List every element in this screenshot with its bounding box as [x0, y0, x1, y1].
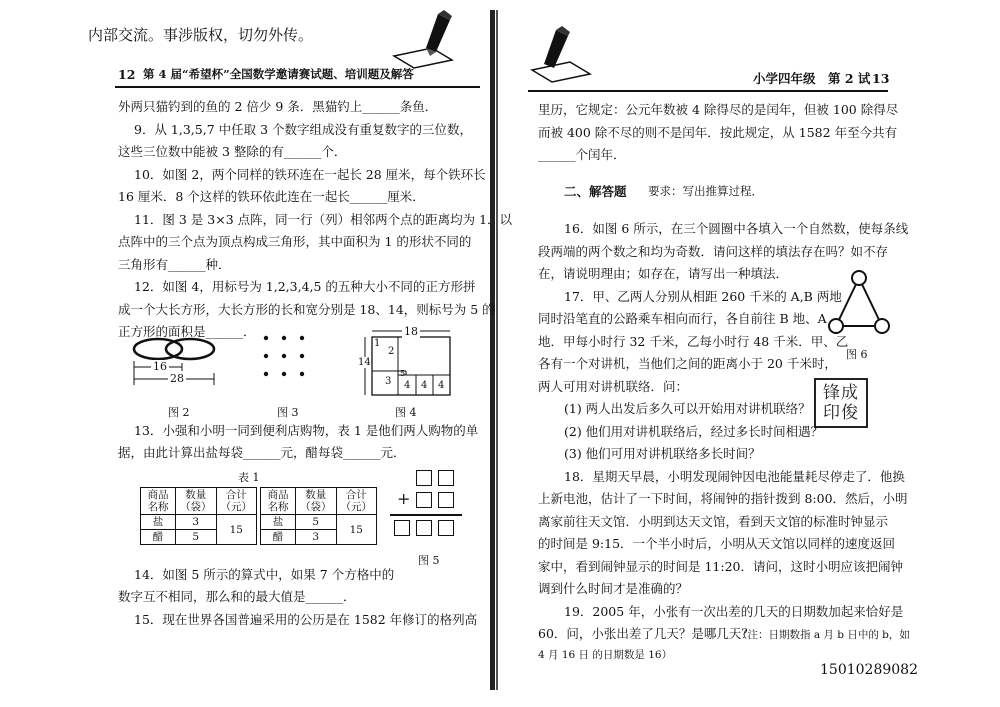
fig5-box — [438, 520, 454, 536]
table-cell: 3 — [176, 515, 217, 530]
table-cell: 盐 — [141, 515, 176, 530]
left-line: 点阵中的三个点为顶点构成三角形，其中面积为 1 的形状不同的 — [118, 234, 472, 249]
table-1-right — [260, 487, 377, 545]
left-line: 外两只猫钓到的鱼的 2 倍少 9 条．黑猫钓上______条鱼． — [118, 99, 438, 114]
q17-line: 各有一个对讲机，当他们之间的距离小于 20 千米时， — [538, 356, 837, 371]
fig4-square-4a: 4 — [404, 380, 411, 391]
q16-line: 段两端的两个数之和均为奇数．请问这样的填法存在吗？如不存 — [538, 244, 889, 259]
left-line: 9．从 1,3,5,7 中任取 3 个数字组成没有重复数字的三位数， — [134, 122, 473, 137]
pen-icon-left — [392, 8, 462, 70]
fig2-label-16: 16 — [153, 360, 167, 373]
fig5-box — [438, 470, 454, 486]
fig5-box — [394, 520, 410, 536]
left-line: 三角形有______种． — [118, 257, 231, 272]
q17-line: 17．甲、乙两人分别从相距 260 千米的 A,B 两地 — [564, 289, 842, 304]
table-1-left — [140, 487, 257, 545]
right-line: 而被 400 除不尽的则不是闰年．按此规定，从 1582 年至今共有 — [538, 125, 898, 140]
left-line: 12．如图 4，用标号为 1,2,3,4,5 的五种大小不同的正方形拼 — [134, 279, 476, 294]
watermark-top: 内部交流。事涉版权，切勿外传。 — [88, 26, 314, 44]
q14-line: 数字互不相同，那么和的最大值是______． — [118, 589, 356, 604]
table-cell: 15 — [336, 515, 377, 545]
q17-line: 地．甲每小时行 32 千米，乙每小时行 48 千米．甲、乙 — [538, 334, 849, 349]
fig4-square-4c: 4 — [438, 380, 445, 391]
q18-line: 上新电池，估计了一下时间，将闹钟的指针拨到 8:00．然后，小明 — [538, 491, 908, 506]
q18-line: 调到什么时间才是准确的？ — [538, 581, 689, 596]
figure-3-dot-grid — [258, 332, 308, 382]
right-line: 里历，它规定：公元年数被 4 除得尽的是闰年，但被 100 除得尽 — [538, 102, 899, 117]
fig4-top-label: 18 — [404, 325, 418, 338]
figure-6-triangle — [826, 268, 892, 340]
table-cell: 3 — [296, 530, 337, 545]
table-header: 商品名称 — [261, 488, 296, 515]
fig2-caption: 图 2 — [168, 406, 190, 419]
left-line: 10．如图 2，两个同样的铁环连在一起长 28 厘米，每个铁环长 — [134, 167, 486, 182]
fig5-plus-sign: + — [397, 489, 411, 508]
q15-line: 15．现在世界各国普遍采用的公历是在 1582 年修订的格列高 — [134, 612, 478, 627]
q16-line: 16．如图 6 所示，在三个圆圈中各填入一个自然数，使每条线 — [564, 221, 909, 236]
fig4-square-4b: 4 — [421, 380, 428, 391]
right-header-round: 第 2 试 — [828, 71, 871, 86]
seal-stamp: 锋成印俊 — [814, 378, 868, 428]
fig4-caption: 图 4 — [395, 406, 417, 419]
fig5-box — [438, 492, 454, 508]
fig4-square-5: 5 — [400, 369, 406, 378]
section-note: 要求：写出推算过程． — [648, 184, 763, 198]
fig5-sum-rule — [390, 514, 462, 516]
q17-sub-item: (1) 两人出发后多久可以开始用对讲机联络？ — [564, 401, 811, 416]
fig4-square-3: 3 — [385, 376, 392, 387]
fig4-square-2: 2 — [388, 346, 395, 357]
left-line: 成一个大长方形，大长方形的长和宽分别是 18、14，则标号为 5 的 — [118, 302, 495, 317]
table-cell: 5 — [296, 515, 337, 530]
q18-line: 18．星期天早晨，小明发现闹钟因电池能量耗尽停走了．他换 — [564, 469, 905, 484]
section-title: 二、解答题 — [564, 184, 627, 199]
q13-line: 据，由此计算出盐每袋______元，醋每袋______元． — [118, 445, 406, 460]
left-line: 这些三位数中能被 3 整除的有______个． — [118, 144, 347, 159]
left-header-rule — [115, 86, 480, 88]
watermark-bottom: 15010289082 — [820, 662, 918, 678]
q13-line: 13．小强和小明一同到便利店购物，表 1 是他们两人购物的单 — [134, 423, 479, 438]
pen-icon-right — [530, 22, 600, 84]
right-header-rule — [528, 90, 888, 92]
table-cell: 盐 — [261, 515, 296, 530]
q17-line: 两人可用对讲机联络．问： — [538, 379, 689, 394]
q18-line: 的时间是 9:15．一个半小时后，小明从天文馆以同样的速度返回 — [538, 536, 896, 551]
table-header: 商品名称 — [141, 488, 176, 515]
table-1-caption: 表 1 — [238, 471, 260, 484]
left-header-title: 第 4 届“希望杯”全国数学邀请赛试题、培训题及解答 — [143, 67, 414, 81]
table-cell: 醋 — [141, 530, 176, 545]
fig5-box — [416, 470, 432, 486]
table-header: 合计（元） — [336, 488, 377, 515]
right-header-grade: 小学四年级 — [753, 71, 816, 86]
table-header: 数量（袋） — [176, 488, 217, 515]
q16-line: 在，请说明理由；如存在，请写出一种填法． — [538, 266, 789, 281]
fig5-box — [416, 520, 432, 536]
fig4-side-label: 14 — [358, 357, 371, 368]
right-line: ______个闰年． — [538, 147, 626, 162]
page-gutter — [490, 10, 495, 690]
q19-note: 4 月 16 日 的日期数是 16） — [538, 649, 673, 661]
q18-line: 家中，看到闹钟显示的时间是 11:20．请问，这时小明应该把闹钟 — [538, 559, 903, 574]
fig4-square-1: 1 — [374, 338, 381, 349]
q18-line: 离家前往天文馆．小明到达天文馆，看到天文馆的标准时钟显示 — [538, 514, 889, 529]
fig6-caption: 图 6 — [846, 348, 868, 361]
page-gutter-shadow — [496, 10, 498, 690]
fig3-caption: 图 3 — [277, 406, 299, 419]
q19-line: 19．2005 年，小张有一次出差的几天的日期数加起来恰好是 — [564, 604, 904, 619]
q19-line: 60．问，小张出差了几天？是哪几天？ — [538, 626, 754, 641]
left-line: 16 厘米．8 个这样的铁环依此连在一起长______厘米． — [118, 189, 425, 204]
fig2-label-28: 28 — [170, 372, 184, 385]
q17-sub-item: (3) 他们可用对讲机联络多长时间？ — [564, 446, 761, 461]
left-page-number: 12 — [118, 67, 136, 82]
fig5-box — [416, 492, 432, 508]
table-header: 数量（袋） — [296, 488, 337, 515]
table-cell: 醋 — [261, 530, 296, 545]
table-cell: 15 — [216, 515, 257, 545]
fig5-caption: 图 5 — [418, 554, 440, 567]
q14-line: 14．如图 5 所示的算式中，如果 7 个方格中的 — [134, 567, 395, 582]
q17-line: 同时沿笔直的公路乘车相向而行，各自前往 B 地、A — [538, 311, 827, 326]
left-line: 正方形的面积是______． — [118, 324, 256, 339]
left-line: 11．图 3 是 3×3 点阵，同一行（列）相邻两个点的距离均为 1．以 — [134, 212, 513, 227]
q17-sub-item: (2) 他们用对讲机联络后，经过多长时间相遇？ — [564, 424, 824, 439]
right-page-number: 13 — [872, 71, 890, 86]
table-cell: 5 — [176, 530, 217, 545]
table-header: 合计（元） — [216, 488, 257, 515]
q19-note: （注：日期数指 a 月 b 日中的 b，如 — [737, 629, 910, 641]
